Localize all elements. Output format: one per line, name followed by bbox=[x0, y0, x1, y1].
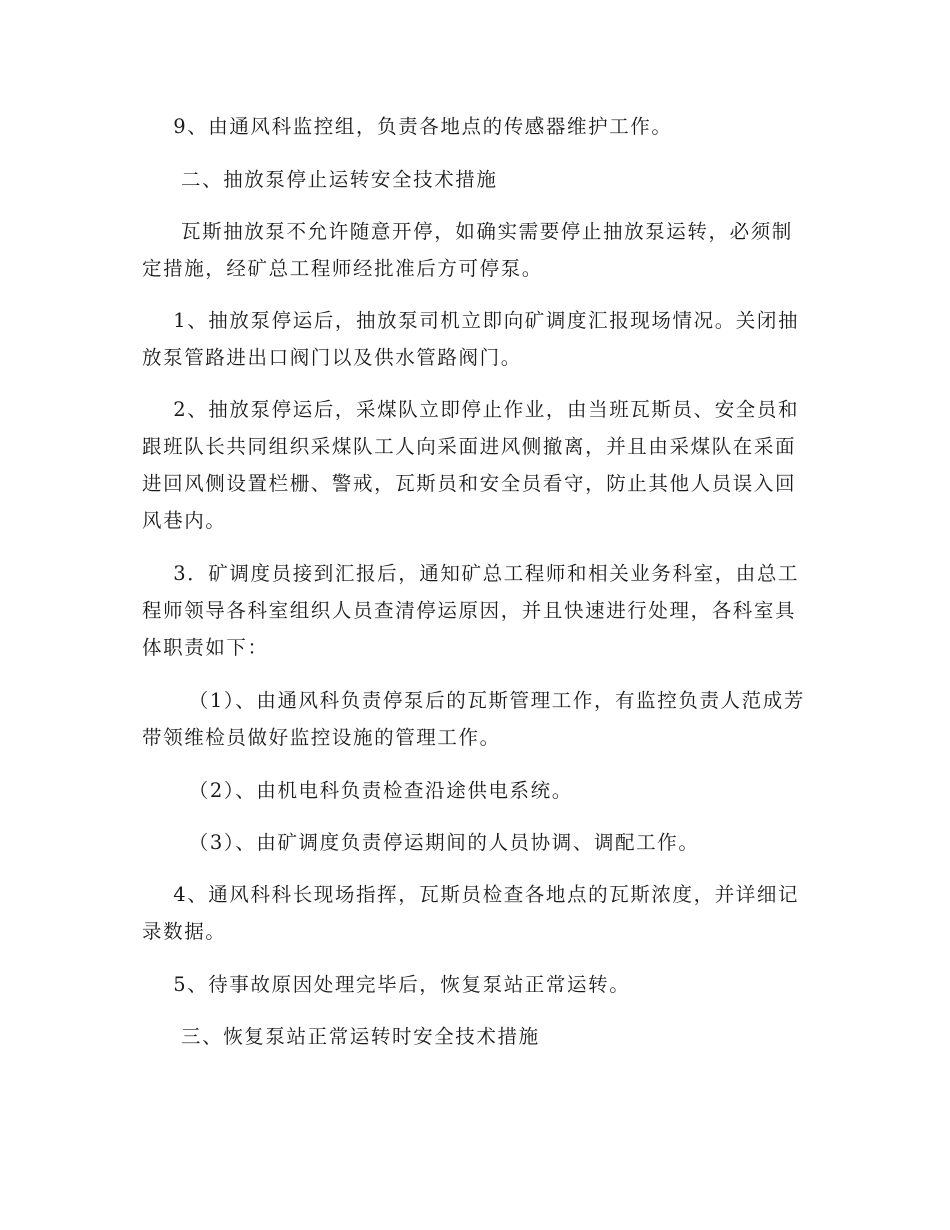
paragraph-item-9: 9、由通风科监控组，负责各地点的传感器维护工作。 bbox=[142, 115, 673, 138]
paragraph-subitem-2: （2）、由机电科负责检查沿途供电系统。 bbox=[142, 779, 573, 802]
section-heading-2: 二、抽放泵停止运转安全技术措施 bbox=[142, 168, 498, 191]
paragraph-item-4: 4、通风科科长现场指挥，瓦斯员检查各地点的瓦斯浓度，并详细记录数据。 bbox=[142, 883, 800, 943]
paragraph-subitem-1: （1）、由通风科负责停泵后的瓦斯管理工作，有监控负责人范成芳带领维检员做好监控设施的管理工作。 bbox=[142, 689, 805, 749]
section-heading-3: 三、恢复泵站正常运转时安全技术措施 bbox=[142, 1025, 540, 1048]
paragraph-item-2: 2、抽放泵停运后，采煤队立即停止作业，由当班瓦斯员、安全员和跟班队长共同组织采煤队工人向采面进风侧撤离，并且由采煤队在采面进回风侧设置栏栅、警戒，瓦斯员和安全员看守，防止其他人员误入回风巷内。 bbox=[142, 398, 800, 532]
paragraph-item-3: 3．矿调度员接到汇报后，通知矿总工程师和相关业务科室，由总工程师领导各科室组织人员查清停运原因，并且快速进行处理，各科室具体职责如下： bbox=[142, 562, 800, 659]
paragraph-item-1: 1、抽放泵停运后，抽放泵司机立即向矿调度汇报现场情况。关闭抽放泵管路进出口阀门以及供水管路阀门。 bbox=[142, 309, 800, 369]
paragraph-item-5: 5、待事故原因处理完毕后，恢复泵站正常运转。 bbox=[142, 973, 631, 996]
paragraph-subitem-3: （3）、由矿调度负责停运期间的人员协调、调配工作。 bbox=[142, 831, 700, 854]
paragraph-intro: 瓦斯抽放泵不允许随意开停，如确实需要停止抽放泵运转，必须制定措施，经矿总工程师经批准后方可停泵。 bbox=[142, 220, 793, 280]
